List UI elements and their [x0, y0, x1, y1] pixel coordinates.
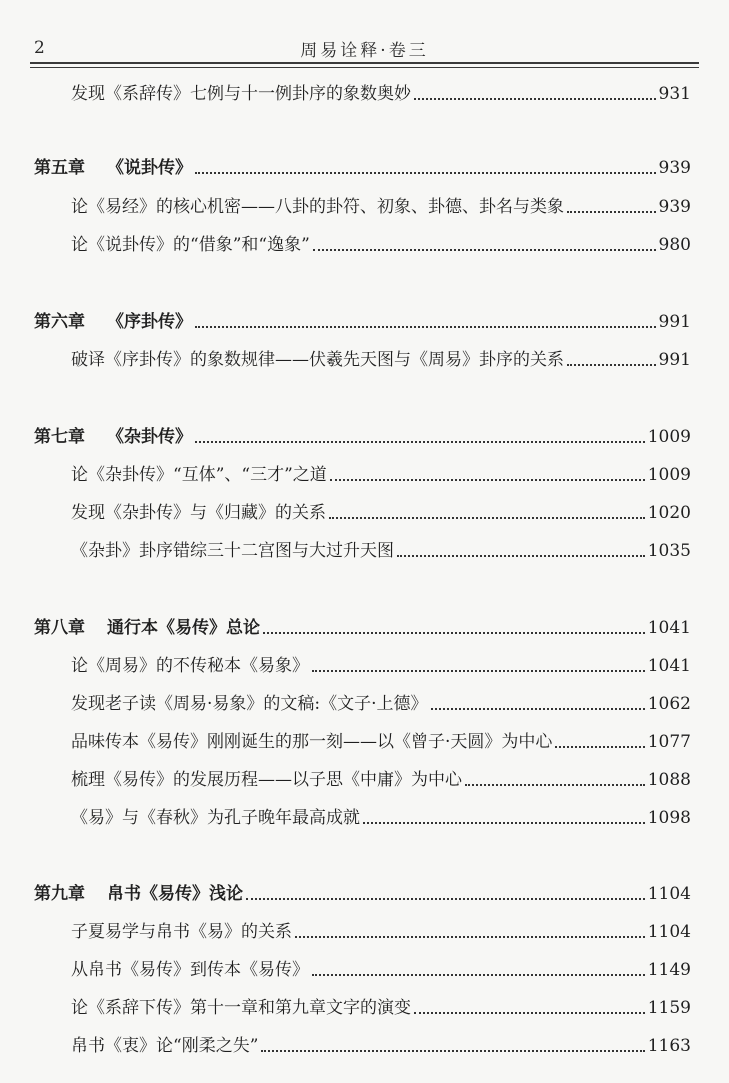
dot-leader	[195, 172, 656, 174]
dot-leader	[261, 1050, 644, 1052]
toc-entry-page: 991	[658, 350, 691, 370]
dot-leader	[312, 974, 645, 976]
toc-entry-title: 论《易经》的核心机密——八卦的卦符、初象、卦德、卦名与类象	[71, 197, 564, 217]
chapter-title: 帛书《易传》浅论	[107, 884, 243, 904]
toc-entry[interactable]	[71, 344, 691, 372]
toc-entry[interactable]	[71, 954, 691, 982]
dot-leader	[329, 517, 645, 519]
toc-entry-page: 939	[658, 158, 691, 178]
toc-entry[interactable]	[71, 191, 691, 219]
toc-entry-page: 1104	[647, 922, 691, 942]
dot-leader	[567, 211, 656, 213]
toc-entry-page: 1041	[647, 618, 691, 638]
toc-entry[interactable]	[71, 78, 691, 106]
chapter-number: 第九章	[34, 884, 85, 904]
toc-chapter[interactable]	[34, 306, 691, 334]
toc-entry[interactable]	[71, 802, 691, 830]
dot-leader	[313, 249, 656, 251]
toc-entry-page: 1062	[647, 694, 691, 714]
toc-entry-title: 论《系辞下传》第十一章和第九章文字的演变	[71, 998, 411, 1018]
toc-entry-page: 1104	[647, 884, 691, 904]
toc-entry[interactable]	[71, 916, 691, 944]
toc-entry-page: 1159	[647, 998, 691, 1018]
toc-entry-page: 1077	[647, 732, 691, 752]
toc-entry-page: 980	[658, 235, 691, 255]
dot-leader	[195, 441, 645, 443]
page-header	[30, 34, 699, 64]
toc-entry-page: 1041	[647, 656, 691, 676]
toc-entry-title: 从帛书《易传》到传本《易传》	[71, 960, 309, 980]
toc-entry-page: 931	[658, 84, 691, 104]
toc-entry-title: 《杂卦》卦序错综三十二宫图与大过升天图	[71, 541, 394, 561]
toc-entry-title: 论《杂卦传》“互体”、“三才”之道	[71, 465, 327, 485]
toc-entry-title: 发现《系辞传》七例与十一例卦序的象数奥妙	[71, 84, 411, 104]
toc-entry-title: 发现老子读《周易·易象》的文稿:《文子·上德》	[71, 694, 428, 714]
dot-leader	[246, 898, 645, 900]
toc-entry-title: 《易》与《春秋》为孔子晚年最高成就	[71, 808, 360, 828]
toc-entry-page: 1009	[647, 465, 691, 485]
chapter-title: 《杂卦传》	[107, 427, 192, 447]
toc-chapter[interactable]	[34, 152, 691, 180]
dot-leader	[465, 784, 645, 786]
page-number: 2	[34, 38, 45, 58]
toc-entry-page: 1149	[647, 960, 691, 980]
toc-entry-title: 帛书《衷》论“刚柔之失”	[71, 1036, 259, 1056]
dot-leader	[555, 746, 644, 748]
toc-entry-title: 品味传本《易传》刚刚诞生的那一刻——以《曾子·天圆》为中心	[71, 732, 553, 752]
toc-chapter[interactable]	[34, 421, 691, 449]
toc-entry[interactable]	[71, 229, 691, 257]
toc-entry[interactable]	[71, 764, 691, 792]
toc-entry-page: 1035	[647, 541, 691, 561]
toc-entry[interactable]	[71, 688, 691, 716]
toc-entry-title: 梳理《易传》的发展历程——以子思《中庸》为中心	[71, 770, 462, 790]
toc-entry-title: 论《周易》的不传秘本《易象》	[71, 656, 309, 676]
dot-leader	[414, 1012, 645, 1014]
dot-leader	[330, 479, 645, 481]
chapter-number: 第八章	[34, 618, 85, 638]
toc-entry[interactable]	[71, 650, 691, 678]
toc-entry-page: 939	[658, 197, 691, 217]
toc-entry-page: 991	[658, 312, 691, 332]
dot-leader	[567, 364, 656, 366]
toc-entry[interactable]	[71, 726, 691, 754]
toc-entry-page: 1088	[647, 770, 691, 790]
dot-leader	[195, 326, 656, 328]
toc-entry[interactable]	[71, 1030, 691, 1058]
dot-leader	[312, 670, 645, 672]
dot-leader	[414, 98, 656, 100]
toc-entry[interactable]	[71, 497, 691, 525]
dot-leader	[431, 708, 645, 710]
dot-leader	[397, 555, 645, 557]
chapter-number: 第五章	[34, 158, 85, 178]
chapter-title: 通行本《易传》总论	[107, 618, 260, 638]
toc-entry-title: 子夏易学与帛书《易》的关系	[71, 922, 292, 942]
dot-leader	[295, 936, 645, 938]
toc-entry[interactable]	[71, 459, 691, 487]
running-title: 周易诠释·卷三	[300, 41, 429, 61]
toc-entry[interactable]	[71, 535, 691, 563]
toc-entry[interactable]	[71, 992, 691, 1020]
toc-entry-page: 1098	[647, 808, 691, 828]
toc-entry-page: 1009	[647, 427, 691, 447]
chapter-number: 第六章	[34, 312, 85, 332]
toc-chapter[interactable]	[34, 878, 691, 906]
toc-entry-page: 1163	[647, 1036, 691, 1056]
dot-leader	[363, 822, 645, 824]
chapter-title: 《序卦传》	[107, 312, 192, 332]
toc-entry-title: 发现《杂卦传》与《归藏》的关系	[71, 503, 326, 523]
header-rule	[30, 62, 699, 64]
toc-chapter[interactable]	[34, 612, 691, 640]
toc-entry-page: 1020	[647, 503, 691, 523]
toc-entry-title: 论《说卦传》的“借象”和“逸象”	[71, 235, 310, 255]
header-rule-thin	[30, 67, 699, 68]
chapter-title: 《说卦传》	[107, 158, 192, 178]
toc-entry-title: 破译《序卦传》的象数规律——伏羲先天图与《周易》卦序的关系	[71, 350, 564, 370]
chapter-number: 第七章	[34, 427, 85, 447]
dot-leader	[263, 632, 645, 634]
